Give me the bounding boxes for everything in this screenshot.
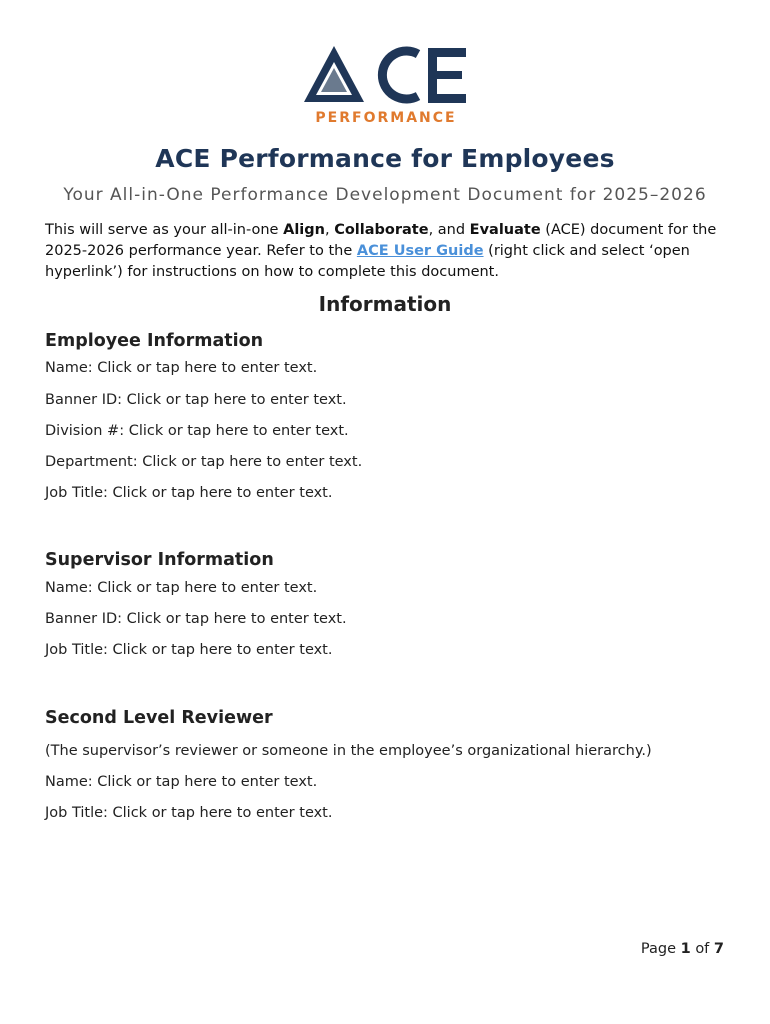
page-title: ACE Performance for Employees bbox=[155, 144, 615, 173]
supervisor-information-heading: Supervisor Information bbox=[45, 550, 274, 570]
employee-banner-id-field[interactable]: Banner ID: Click or tap here to enter text. bbox=[45, 392, 347, 408]
page-number: Page 1 of 7 bbox=[640, 941, 724, 957]
page-subtitle: Your All-in-One Performance Development Document for 2025–2026 bbox=[63, 185, 707, 205]
intro-paragraph: This will serve as your all-in-one Align, Collaborate, and Evaluate (ACE) document for the 2025-2026 performance year. Refer to the ACE User Guide (right click and select ‘open hyperlink’) for instructions on how to complete this document. bbox=[45, 222, 717, 280]
logo-letter-c bbox=[382, 51, 418, 99]
supervisor-banner-id-field[interactable]: Banner ID: Click or tap here to enter text. bbox=[45, 611, 347, 627]
information-heading: Information bbox=[318, 292, 452, 316]
logo-subtext: PERFORMANCE bbox=[315, 110, 457, 126]
employee-information-heading: Employee Information bbox=[45, 331, 264, 351]
employee-division-field[interactable]: Division #: Click or tap here to enter text. bbox=[45, 423, 349, 439]
ace-user-guide-link[interactable]: ACE User Guide bbox=[356, 243, 484, 259]
intro-bold-evaluate: Evaluate bbox=[469, 222, 541, 238]
employee-job-title-field[interactable]: Job Title: Click or tap here to enter text. bbox=[45, 485, 333, 501]
intro-bold-collaborate: Collaborate bbox=[334, 222, 429, 238]
second-level-reviewer-heading: Second Level Reviewer bbox=[45, 708, 273, 728]
reviewer-name-field[interactable]: Name: Click or tap here to enter text. bbox=[45, 774, 318, 790]
ace-logo-graphic bbox=[300, 42, 472, 128]
ace-performance-logo bbox=[300, 42, 472, 128]
reviewer-job-title-field[interactable]: Job Title: Click or tap here to enter text. bbox=[45, 805, 333, 821]
supervisor-job-title-field[interactable]: Job Title: Click or tap here to enter text. bbox=[45, 642, 333, 658]
employee-name-field[interactable]: Name: Click or tap here to enter text. bbox=[45, 360, 318, 376]
reviewer-note: (The supervisor’s reviewer or someone in the employee’s organizational hierarchy.) bbox=[45, 743, 652, 759]
employee-department-field[interactable]: Department: Click or tap here to enter text. bbox=[45, 454, 363, 470]
supervisor-name-field[interactable]: Name: Click or tap here to enter text. bbox=[45, 580, 318, 596]
intro-bold-align: Align bbox=[283, 222, 325, 238]
